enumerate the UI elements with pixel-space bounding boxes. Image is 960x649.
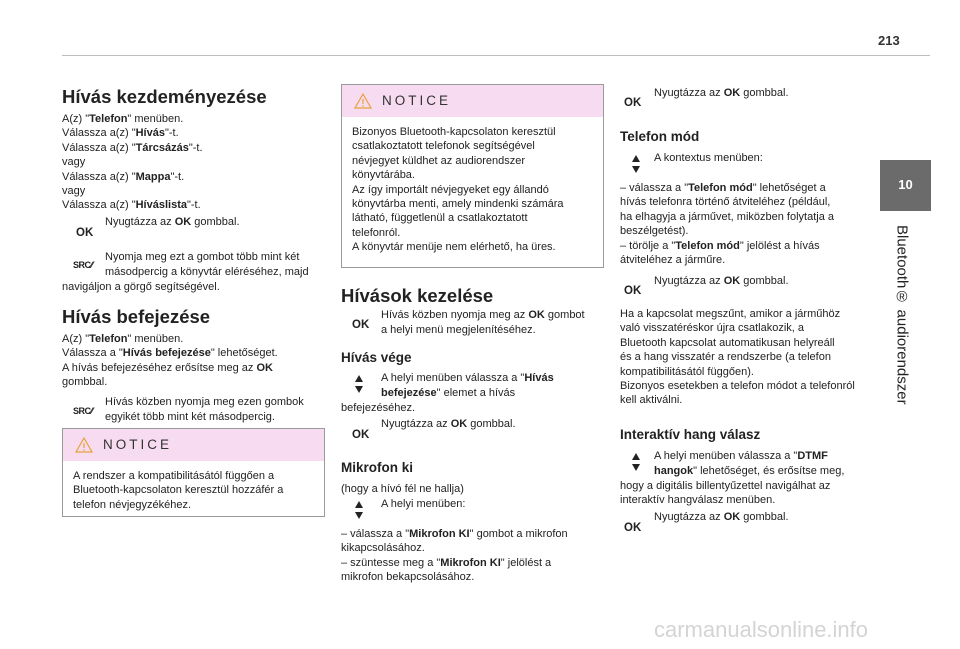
ok-key-icon: OK xyxy=(352,429,370,441)
call-end-steps xyxy=(62,332,278,390)
notice-line: csatlakoztatott telefonok segítségével xyxy=(352,140,535,153)
up-down-arrows-icon xyxy=(354,498,366,519)
chapter-tab: 10 xyxy=(880,160,931,211)
notice-line: telefonról. xyxy=(352,226,401,239)
notice-line: névjegyet küldhet az audiorendszer xyxy=(352,154,526,167)
mic-steps xyxy=(341,527,568,585)
up-down-arrows-icon xyxy=(631,450,643,471)
heading-mic-off: Mikrofon ki xyxy=(341,460,414,475)
page-number: 213 xyxy=(878,33,900,48)
info-line: Bluetooth kapcsolat automatikusan helyreáll xyxy=(620,336,835,349)
end-ok-text: Nyugtázza az OK gombbal. xyxy=(381,418,516,430)
start-src-text-1: Nyomja meg ezt a gombot több mint két xyxy=(105,251,300,263)
src-key-icon: SRC⁄⁄ xyxy=(73,260,93,270)
step-line: – válassza a "Mikrofon KI" gombot a mikrofon xyxy=(341,528,568,540)
notice-line: A rendszer a kompatibilitásától függően a xyxy=(73,470,275,482)
warning-triangle-icon xyxy=(354,93,372,109)
manage-ok-text-2: a helyi menü megjelenítéséhez. xyxy=(381,324,536,336)
start-ok-text: Nyugtázza az OK gombbal. xyxy=(105,216,240,228)
step-line: hívás telefonra történő átviteléhez (például, xyxy=(620,196,831,209)
step-line: kikapcsolásához. xyxy=(341,542,425,555)
end-arrow-text-2: befejezése" elemet a hívás xyxy=(381,387,516,399)
step-line: – válassza a "Telefon mód" lehetőséget a xyxy=(620,182,826,194)
notice-header xyxy=(342,85,603,117)
info-line: kompatibilitásától függően). xyxy=(620,365,754,378)
step-line: Válassza a(z) "Híváslista"-t. xyxy=(62,199,201,212)
heading-call-manage: Hívások kezelése xyxy=(341,285,494,306)
step-line: Válassza a(z) "Hívás"-t. xyxy=(62,127,179,140)
notice-line: Bluetooth-kapcsolaton keresztül hozzáfér a xyxy=(73,484,284,497)
phone-steps xyxy=(620,181,834,267)
notice-header xyxy=(63,429,324,461)
watermark: carmanualsonline.info xyxy=(654,617,869,642)
notice-box-phonebook xyxy=(62,428,325,517)
notice-line: könyvtárába. xyxy=(352,169,415,182)
call-start-steps xyxy=(62,112,203,213)
step-line: ha elhagyja a járművet, miközben folytatja a xyxy=(620,210,835,223)
start-src-text-2: másodpercig a könyvtár eléréséhez, majd xyxy=(105,266,309,278)
step-line: Válassza a "Hívás befejezése" lehetőséget. xyxy=(62,347,278,360)
src-key-label: SRC xyxy=(73,406,91,416)
notice-line: telefon névjegyzékéhez. xyxy=(73,498,192,511)
src-key-icon: SRC⁄⁄ xyxy=(73,406,93,416)
notice-title: NOTICE xyxy=(382,92,452,108)
notice-line: látható, függetlenül a csatlakoztatott xyxy=(352,212,528,225)
info-line: kell aktiválni. xyxy=(620,394,683,407)
dtmf-info xyxy=(620,479,830,508)
mic-arrow-text: A helyi menüben: xyxy=(381,498,466,510)
info-line: és a hang visszatér a rendszerbe (a telefon xyxy=(620,351,831,364)
ok-key-icon: OK xyxy=(624,285,642,297)
chapter-title: Bluetooth® audiorendszer xyxy=(893,225,911,405)
end-arrow-text-1: A helyi menüben válassza a "Hívás xyxy=(381,372,554,384)
end-src-text-2: egyikét több mint két másodpercig. xyxy=(105,411,275,423)
step-line: átviteléhez a járműre. xyxy=(620,254,726,267)
warning-triangle-icon xyxy=(75,437,93,453)
src-key-label: SRC xyxy=(73,260,91,270)
phone-ok-text: Nyugtázza az OK gombbal. xyxy=(654,275,789,287)
step-line: A(z) "Telefon" menüben. xyxy=(62,333,184,345)
notice-line: Bizonyos Bluetooth-kapcsolaton keresztül xyxy=(352,126,556,138)
info-line: Bizonyos esetekben a telefon módot a telefonról xyxy=(620,380,855,393)
notice-body xyxy=(63,461,324,518)
start-src-text-3: navigáljon a görgő segítségével. xyxy=(62,281,220,293)
ok-key-icon: OK xyxy=(624,522,642,534)
info-line: való visszatéréskor újra csatlakozik, a xyxy=(620,322,805,335)
step-line: mikrofon bekapcsolásához. xyxy=(341,571,475,584)
dtmf-ok-text: Nyugtázza az OK gombbal. xyxy=(654,511,789,523)
heading-call-start: Hívás kezdeményezése xyxy=(62,86,267,107)
end-arrow-text-3: befejezéséhez. xyxy=(341,402,415,414)
heading-dtmf: Interaktív hang válasz xyxy=(620,427,761,442)
up-down-arrows-icon xyxy=(354,372,366,393)
phone-arrow-text: A kontextus menüben: xyxy=(654,152,763,164)
dtmf-arrow-text-2: hangok" lehetőséget, és erősítse meg, xyxy=(654,465,845,477)
ok-key-icon: OK xyxy=(76,227,94,239)
step-line: Válassza a(z) "Mappa"-t. xyxy=(62,170,185,183)
heading-phone-mode: Telefon mód xyxy=(620,129,700,144)
header-rule xyxy=(62,55,930,56)
step-line: vagy xyxy=(62,156,86,169)
manage-ok-text-1: Hívás közben nyomja meg az OK gombot xyxy=(381,309,585,321)
info-line: interaktív hangválasz menüben. xyxy=(620,494,776,507)
mic-line: (hogy a hívó fél ne hallja) xyxy=(341,483,464,495)
heading-call-end-2: Hívás vége xyxy=(341,350,412,365)
heading-call-end: Hívás befejezése xyxy=(62,306,211,327)
top-ok-text: Nyugtázza az OK gombbal. xyxy=(654,87,789,99)
step-line: Válassza a(z) "Tárcsázás"-t. xyxy=(62,141,203,154)
up-down-arrows-icon xyxy=(631,152,643,173)
notice-box-contacts xyxy=(341,84,604,268)
step-line: A(z) "Telefon" menüben. xyxy=(62,113,184,125)
step-line: beszélgetést). xyxy=(620,225,689,238)
step-line: gombbal. xyxy=(62,376,108,389)
info-line: hogy a digitális billentyűzettel navigálhat az xyxy=(620,480,831,492)
notice-body xyxy=(342,117,603,261)
notice-line: könyvtárba menti, amely mindenki számára xyxy=(352,198,564,211)
ok-key-icon: OK xyxy=(352,319,370,331)
step-line: A hívás befejezéséhez erősítse meg az OK xyxy=(62,361,273,374)
ok-key-icon: OK xyxy=(624,97,642,109)
step-line: – szüntesse meg a "Mikrofon KI" jelölést a xyxy=(341,556,552,569)
step-line: – törölje a "Telefon mód" jelölést a hívás xyxy=(620,239,820,252)
notice-title: NOTICE xyxy=(103,436,173,452)
phone-info xyxy=(620,307,855,408)
end-src-text-1: Hívás közben nyomja meg ezen gombok xyxy=(105,396,304,408)
notice-line: A könyvtár menüje nem elérhető, ha üres. xyxy=(352,241,556,254)
dtmf-arrow-text-1: A helyi menüben válassza a "DTMF xyxy=(654,450,828,462)
info-line: Ha a kapcsolat megszűnt, amikor a járműhöz xyxy=(620,308,841,320)
step-line: vagy xyxy=(62,185,86,198)
notice-line: Az így importált névjegyeket egy állandó xyxy=(352,183,549,196)
